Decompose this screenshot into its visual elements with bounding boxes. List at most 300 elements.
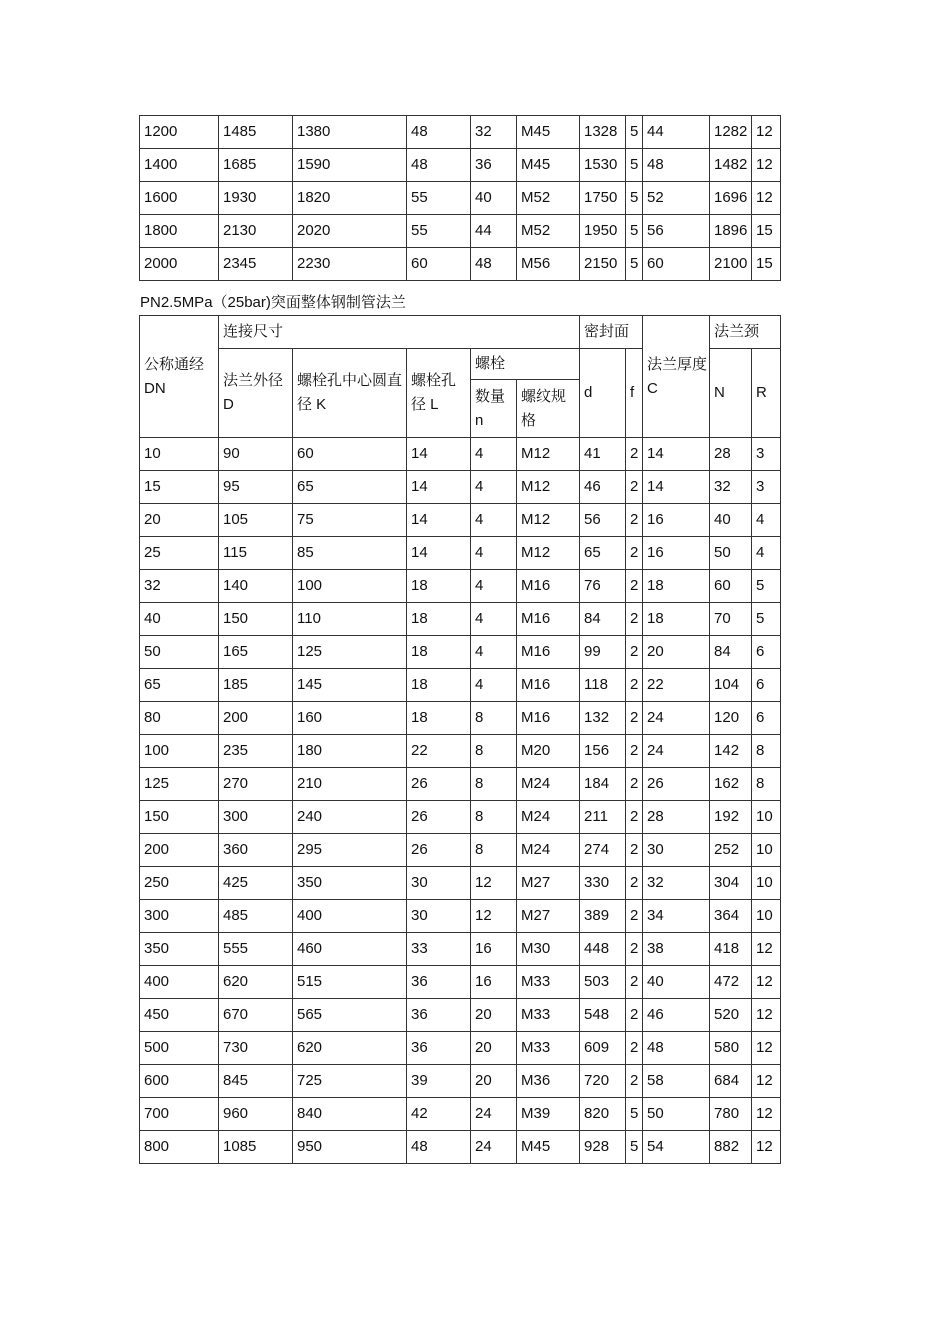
table-cell: 30 (407, 867, 471, 900)
table-cell: 115 (219, 537, 293, 570)
table-cell: 120 (710, 702, 752, 735)
table-cell: 240 (293, 801, 407, 834)
table-cell: 18 (407, 702, 471, 735)
table-cell: 2 (626, 999, 643, 1032)
table-row (140, 1098, 781, 1131)
table-cell: 8 (471, 735, 517, 768)
table-cell: M36 (517, 1065, 580, 1098)
table-cell: 60 (293, 438, 407, 471)
table-cell: 6 (752, 702, 781, 735)
table-cell: M56 (517, 248, 580, 281)
table-cell: 2345 (219, 248, 293, 281)
table-cell: 125 (140, 768, 219, 801)
table-cell: 110 (293, 603, 407, 636)
table-cell: M45 (517, 1131, 580, 1164)
table-cell: 55 (407, 182, 471, 215)
table-cell: 725 (293, 1065, 407, 1098)
table-row (140, 215, 781, 248)
table-row (140, 248, 781, 281)
table-cell: 1200 (140, 116, 219, 149)
table-cell: 2 (626, 966, 643, 999)
table-cell: 300 (140, 900, 219, 933)
table-cell: 10 (752, 867, 781, 900)
table-row (140, 834, 781, 867)
table-cell: 2020 (293, 215, 407, 248)
table-cell: 41 (580, 438, 626, 471)
table-row (140, 999, 781, 1032)
table-cell: 520 (710, 999, 752, 1032)
table-cell: 448 (580, 933, 626, 966)
table-cell: 350 (140, 933, 219, 966)
table-cell: 14 (643, 471, 710, 504)
table-cell: 40 (140, 603, 219, 636)
table-cell: 76 (580, 570, 626, 603)
table-row (140, 1032, 781, 1065)
table-cell: 1590 (293, 149, 407, 182)
table-cell: 185 (219, 669, 293, 702)
table-cell: M24 (517, 801, 580, 834)
table-cell: 1485 (219, 116, 293, 149)
table-cell: 145 (293, 669, 407, 702)
table-cell: 16 (643, 504, 710, 537)
table-cell: 140 (219, 570, 293, 603)
table-cell: 26 (407, 834, 471, 867)
table-cell: 1896 (710, 215, 752, 248)
table-cell: 2 (626, 438, 643, 471)
table-cell: 56 (580, 504, 626, 537)
table-cell: 14 (643, 438, 710, 471)
table-cell: 44 (471, 215, 517, 248)
table-cell: 48 (407, 149, 471, 182)
table-row (140, 438, 781, 471)
table-cell: 2 (626, 603, 643, 636)
table-cell: 14 (407, 471, 471, 504)
table-cell: 1750 (580, 182, 626, 215)
table-cell: 4 (471, 438, 517, 471)
table-row (140, 636, 781, 669)
table-cell: 16 (471, 933, 517, 966)
table-cell: 48 (643, 1032, 710, 1065)
table-cell: 3 (752, 438, 781, 471)
table-cell: 1482 (710, 149, 752, 182)
table-cell: 65 (140, 669, 219, 702)
table-cell: 360 (219, 834, 293, 867)
table-cell: 2 (626, 735, 643, 768)
table-cell: 24 (471, 1131, 517, 1164)
table-cell: M16 (517, 702, 580, 735)
table-row (140, 867, 781, 900)
table-cell: M52 (517, 182, 580, 215)
table-cell: 10 (752, 834, 781, 867)
table-cell: 48 (407, 1131, 471, 1164)
table-cell: 2 (626, 1032, 643, 1065)
table-cell: 2 (626, 801, 643, 834)
table-cell: 1950 (580, 215, 626, 248)
table-cell: 1530 (580, 149, 626, 182)
header-flange-thickness: 法兰厚度 C (643, 316, 710, 438)
table-cell: M24 (517, 768, 580, 801)
table-cell: 18 (643, 570, 710, 603)
table-cell: 55 (407, 215, 471, 248)
table-cell: 15 (752, 248, 781, 281)
table-cell: 42 (407, 1098, 471, 1131)
table-row (140, 933, 781, 966)
table-cell: 36 (471, 149, 517, 182)
table-cell: 5 (626, 116, 643, 149)
table-cell: 1800 (140, 215, 219, 248)
table-cell: 84 (580, 603, 626, 636)
table-cell: M45 (517, 149, 580, 182)
table-cell: 18 (407, 570, 471, 603)
table-cell: 928 (580, 1131, 626, 1164)
table-cell: 160 (293, 702, 407, 735)
table-cell: 1696 (710, 182, 752, 215)
table-cell: 100 (293, 570, 407, 603)
table-cell: 555 (219, 933, 293, 966)
table-cell: 12 (752, 1032, 781, 1065)
top-table-body (140, 116, 781, 281)
table-cell: 156 (580, 735, 626, 768)
table-cell: 609 (580, 1032, 626, 1065)
table-cell: 8 (471, 702, 517, 735)
table-cell: 192 (710, 801, 752, 834)
table-cell: 24 (643, 735, 710, 768)
table-cell: 12 (752, 149, 781, 182)
table-cell: 65 (580, 537, 626, 570)
table-cell: 40 (710, 504, 752, 537)
table-cell: 5 (626, 149, 643, 182)
table-cell: 22 (407, 735, 471, 768)
table-cell: 5 (752, 603, 781, 636)
table-cell: M16 (517, 603, 580, 636)
table-cell: 620 (219, 966, 293, 999)
table-row (140, 801, 781, 834)
table-cell: 18 (643, 603, 710, 636)
table-cell: 200 (219, 702, 293, 735)
table-cell: 2130 (219, 215, 293, 248)
table-cell: M45 (517, 116, 580, 149)
header-flange-od: 法兰外径 D (219, 349, 293, 438)
table-cell: 12 (752, 1131, 781, 1164)
table-cell: 4 (471, 636, 517, 669)
table-cell: 2 (626, 933, 643, 966)
table-cell: 32 (643, 867, 710, 900)
table-cell: 28 (710, 438, 752, 471)
table-cell: 36 (407, 999, 471, 1032)
top-flange-table (139, 115, 781, 281)
table-cell: 15 (752, 215, 781, 248)
table-cell: 845 (219, 1065, 293, 1098)
table-cell: 60 (710, 570, 752, 603)
table-cell: 295 (293, 834, 407, 867)
table-cell: 10 (752, 801, 781, 834)
table-cell: M33 (517, 1032, 580, 1065)
table-cell: 22 (643, 669, 710, 702)
table-cell: 2230 (293, 248, 407, 281)
table-cell: 580 (710, 1032, 752, 1065)
table-cell: 4 (471, 669, 517, 702)
table-cell: 50 (140, 636, 219, 669)
table-cell: 18 (407, 636, 471, 669)
table-cell: 14 (407, 504, 471, 537)
table-cell: 48 (643, 149, 710, 182)
table-row (140, 116, 781, 149)
header-nominal-diameter: 公称通经 DN (140, 316, 219, 438)
table-cell: 162 (710, 768, 752, 801)
table-row (140, 1131, 781, 1164)
table-cell: 5 (626, 182, 643, 215)
table-cell: 80 (140, 702, 219, 735)
table-cell: 6 (752, 636, 781, 669)
table-cell: 99 (580, 636, 626, 669)
table-cell: 500 (140, 1032, 219, 1065)
table-cell: 20 (140, 504, 219, 537)
table-cell: 12 (752, 999, 781, 1032)
table-cell: 2 (626, 636, 643, 669)
table-cell: 20 (471, 1065, 517, 1098)
table-cell: M33 (517, 999, 580, 1032)
table-cell: 8 (752, 735, 781, 768)
table-cell: 1400 (140, 149, 219, 182)
table-cell: 36 (407, 966, 471, 999)
table-cell: 5 (626, 215, 643, 248)
table-cell: 40 (471, 182, 517, 215)
table-cell: 250 (140, 867, 219, 900)
table-cell: 132 (580, 702, 626, 735)
table-cell: 24 (471, 1098, 517, 1131)
table-cell: 210 (293, 768, 407, 801)
table-cell: 36 (407, 1032, 471, 1065)
table-cell: M30 (517, 933, 580, 966)
table-cell: 44 (643, 116, 710, 149)
table-cell: 25 (140, 537, 219, 570)
table-cell: 950 (293, 1131, 407, 1164)
table-cell: 30 (407, 900, 471, 933)
table-cell: 252 (710, 834, 752, 867)
table-cell: 2 (626, 471, 643, 504)
table-cell: M27 (517, 867, 580, 900)
table-cell: 684 (710, 1065, 752, 1098)
table-cell: M20 (517, 735, 580, 768)
table-cell: 5 (626, 1131, 643, 1164)
table-cell: M12 (517, 537, 580, 570)
table-cell: 56 (643, 215, 710, 248)
table-cell: 184 (580, 768, 626, 801)
table-row (140, 768, 781, 801)
table-cell: 12 (752, 182, 781, 215)
table-cell: 32 (471, 116, 517, 149)
header-sealing-face: 密封面 (580, 316, 643, 349)
table-row (140, 603, 781, 636)
table-cell: 4 (752, 504, 781, 537)
table-cell: 418 (710, 933, 752, 966)
table-cell: M16 (517, 669, 580, 702)
table-cell: 450 (140, 999, 219, 1032)
table-cell: 118 (580, 669, 626, 702)
table-cell: 364 (710, 900, 752, 933)
table-cell: 70 (710, 603, 752, 636)
table-cell: 12 (471, 900, 517, 933)
table-cell: 8 (471, 768, 517, 801)
table-cell: M39 (517, 1098, 580, 1131)
table-cell: 95 (219, 471, 293, 504)
table-cell: 20 (471, 1032, 517, 1065)
header-bolt-hole: 螺栓孔径 L (407, 349, 471, 438)
table-row (140, 504, 781, 537)
table-cell: 34 (643, 900, 710, 933)
table-cell: 1282 (710, 116, 752, 149)
table-cell: 12 (752, 116, 781, 149)
table-cell: 882 (710, 1131, 752, 1164)
table-cell: 180 (293, 735, 407, 768)
table-cell: 16 (643, 537, 710, 570)
table-cell: 8 (471, 834, 517, 867)
table-row (140, 669, 781, 702)
table-cell: 12 (471, 867, 517, 900)
table-cell: 20 (643, 636, 710, 669)
table-cell: 720 (580, 1065, 626, 1098)
table-cell: M52 (517, 215, 580, 248)
table-cell: 4 (752, 537, 781, 570)
table-cell: 2 (626, 537, 643, 570)
table-cell: 48 (471, 248, 517, 281)
table-cell: 12 (752, 966, 781, 999)
table-cell: 1820 (293, 182, 407, 215)
table-cell: 700 (140, 1098, 219, 1131)
table-cell: 8 (471, 801, 517, 834)
table-cell: 211 (580, 801, 626, 834)
table-cell: 52 (643, 182, 710, 215)
table-cell: 46 (580, 471, 626, 504)
table-cell: 2 (626, 1065, 643, 1098)
table-cell: 330 (580, 867, 626, 900)
table-cell: 620 (293, 1032, 407, 1065)
table-cell: 1328 (580, 116, 626, 149)
table-cell: 1685 (219, 149, 293, 182)
table-cell: 26 (643, 768, 710, 801)
table-cell: 38 (643, 933, 710, 966)
table-cell: 165 (219, 636, 293, 669)
table-cell: 600 (140, 1065, 219, 1098)
table-row (140, 537, 781, 570)
table-cell: 274 (580, 834, 626, 867)
table-cell: 4 (471, 471, 517, 504)
table-header (140, 316, 781, 438)
table-cell: 2 (626, 669, 643, 702)
header-d: d (580, 349, 626, 438)
table-cell: M27 (517, 900, 580, 933)
table-cell: 2 (626, 768, 643, 801)
table-row (140, 182, 781, 215)
header-flange-neck: 法兰颈 (710, 316, 781, 349)
table-cell: 3 (752, 471, 781, 504)
table-cell: 39 (407, 1065, 471, 1098)
table-cell: 2100 (710, 248, 752, 281)
table-cell: 425 (219, 867, 293, 900)
table-cell: 400 (293, 900, 407, 933)
table-cell: 85 (293, 537, 407, 570)
table-cell: 1085 (219, 1131, 293, 1164)
table-row (140, 149, 781, 182)
header-bolt-count: 数量 n (471, 380, 517, 438)
table-cell: 5 (752, 570, 781, 603)
table-row (140, 570, 781, 603)
header-R: R (752, 349, 781, 438)
table-cell: 58 (643, 1065, 710, 1098)
table-cell: 40 (643, 966, 710, 999)
table-cell: 50 (710, 537, 752, 570)
table-cell: 100 (140, 735, 219, 768)
table-cell: 2150 (580, 248, 626, 281)
table-cell: 150 (140, 801, 219, 834)
table-cell: 125 (293, 636, 407, 669)
header-connection-size: 连接尺寸 (219, 316, 580, 349)
table-cell: 10 (140, 438, 219, 471)
table-cell: 5 (626, 248, 643, 281)
table-cell: 12 (752, 1065, 781, 1098)
table-cell: M24 (517, 834, 580, 867)
table-cell: 960 (219, 1098, 293, 1131)
header-f: f (626, 349, 643, 438)
table-cell: 2 (626, 867, 643, 900)
table-cell: M12 (517, 438, 580, 471)
table-row (140, 735, 781, 768)
table-cell: 30 (643, 834, 710, 867)
table-body (140, 438, 781, 1164)
table-row (140, 1065, 781, 1098)
header-thread-spec: 螺纹规格 (517, 380, 580, 438)
table-cell: 670 (219, 999, 293, 1032)
table-cell: 503 (580, 966, 626, 999)
table-cell: 18 (407, 669, 471, 702)
section-title: PN2.5MPa（25bar)突面整体钢制管法兰 (140, 294, 406, 311)
table-cell: 304 (710, 867, 752, 900)
table-cell: 8 (752, 768, 781, 801)
table-cell: 15 (140, 471, 219, 504)
table-cell: M33 (517, 966, 580, 999)
table-cell: M12 (517, 471, 580, 504)
table-cell: 54 (643, 1131, 710, 1164)
table-cell: 26 (407, 768, 471, 801)
flange-dimension-table (139, 315, 781, 1164)
table-cell: 235 (219, 735, 293, 768)
table-cell: 20 (471, 999, 517, 1032)
table-cell: 5 (626, 1098, 643, 1131)
table-cell: 1930 (219, 182, 293, 215)
table-cell: 780 (710, 1098, 752, 1131)
table-cell: 4 (471, 537, 517, 570)
table-cell: 460 (293, 933, 407, 966)
table-cell: 800 (140, 1131, 219, 1164)
table-cell: 4 (471, 504, 517, 537)
table-cell: M16 (517, 636, 580, 669)
header-bolt: 螺栓 (471, 349, 580, 380)
table-cell: 48 (407, 116, 471, 149)
table-cell: 90 (219, 438, 293, 471)
table-cell: 26 (407, 801, 471, 834)
table-cell: 50 (643, 1098, 710, 1131)
table-cell: 150 (219, 603, 293, 636)
table-cell: 400 (140, 966, 219, 999)
table-cell: 200 (140, 834, 219, 867)
table-cell: 2 (626, 900, 643, 933)
table-cell: 75 (293, 504, 407, 537)
table-cell: 472 (710, 966, 752, 999)
table-cell: 28 (643, 801, 710, 834)
table-cell: 2000 (140, 248, 219, 281)
table-cell: 14 (407, 438, 471, 471)
table-cell: 105 (219, 504, 293, 537)
